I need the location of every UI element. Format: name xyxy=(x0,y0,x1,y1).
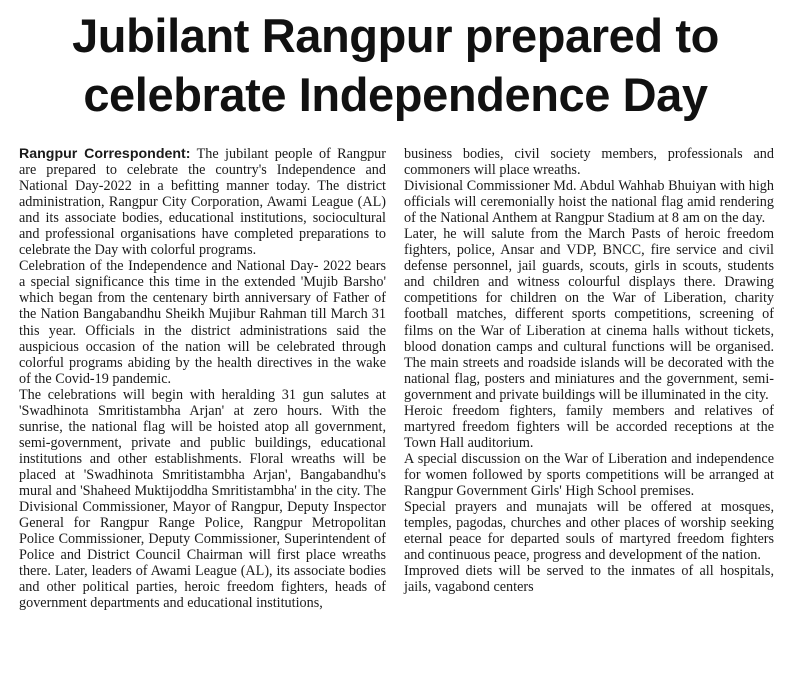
article-paragraph: Heroic freedom fighters, family members and relatives of martyred freedom fighters will be accorded receptions at the Town Hall auditorium. xyxy=(404,402,774,451)
article-paragraph: Celebration of the Independence and National Day- 2022 bears a special significance this time in the extended 'Mujib Barsho' which began from the centenary birth anniversary of Father of the Nation Bangabandhu Sheikh Mujibur Rahman till March 31 this year. Officials in the district administrations said the auspicious occasion of the nation will be celebrated through colorful programs abiding by the health directives in the wake of the Covid-19 pandemic. xyxy=(19,258,386,387)
headline-line-2: celebrate Independence Day xyxy=(83,68,708,121)
article-paragraph: The celebrations will begin with heralding 31 gun salutes at 'Swadhinota Smritistambha Arjan' at zero hours. With the sunrise, the national flag will be hoisted atop all government, semi-government, private and public buildings, educational institutions and other establishments. Floral wreaths will be placed at 'Swadhinota Smritistambha Arjan', Bangabandhu's mural and 'Shaheed Muktijoddha Smritistambha' in the city. The Divisional Commissioner, Mayor of Rangpur, Deputy Inspector General for Rangpur Range Police, Rangpur Metropolitan Police Commissioner, Deputy Commissioner, Superintendent of Police and District Council Chairman will first place wreaths there. Later, leaders of Awami League (AL), its associate bodies and other political parties, heroic freedom fighters, heads of government departments and educational institutions, xyxy=(19,386,386,612)
article-paragraph: Divisional Commissioner Md. Abdul Wahhab Bhuiyan with high officials will ceremonially hoist the national flag amid rendering of the National Anthem at Rangpur Stadium at 8 am on the day. xyxy=(404,178,774,227)
article-paragraph: A special discussion on the War of Liberation and independence for women followed by sports competitions will be arranged at Rangpur Government Girls' High School premises. xyxy=(404,450,774,499)
headline xyxy=(0,0,791,124)
article-paragraph xyxy=(19,146,386,258)
article-paragraph: Improved diets will be served to the inmates of all hospitals, jails, vagabond centers xyxy=(404,563,774,596)
article-paragraph: Later, he will salute from the March Pasts of heroic freedom fighters, police, Ansar and VDP, BNCC, fire service and civil defense personnel, jail guards, scouts, girls in scouts, students and children and witness colourful displays there. Drawing competitions for children on the War of Liberation, charity football matches, different sports competitions, screening of films on the War of Liberation at cinema halls without tickets, blood donation camps and cultural functions will be organised. The main streets and roadside islands will be decorated with the national flag, posters and miniatures and the government, semi-government and private buildings will be illuminated in the city. xyxy=(404,226,774,403)
paragraph-text: The jubilant people of Rangpur are prepared to celebrate the country's Independence and National Day-2022 in a befitting manner today. The district administration, Rangpur City Corporation, Awami League (AL) and its associate bodies, educational institutions, sociocultural and professional organisations have completed preparations to celebrate the Day with colorful programs. xyxy=(19,146,387,259)
article-body xyxy=(19,146,774,683)
article-column-right xyxy=(404,146,774,683)
article-column-left xyxy=(19,146,386,683)
headline-line-1: Jubilant Rangpur prepared to xyxy=(72,9,719,62)
article-paragraph: business bodies, civil society members, professionals and commoners will place wreaths. xyxy=(404,146,774,179)
article-paragraph: Special prayers and munajats will be offered at mosques, temples, pagodas, churches and other places of worship seeking eternal peace for departed souls of martyred freedom fighters and continuous peace, progress and development of the nation. xyxy=(404,499,774,564)
byline: Rangpur Correspondent: xyxy=(19,146,191,162)
